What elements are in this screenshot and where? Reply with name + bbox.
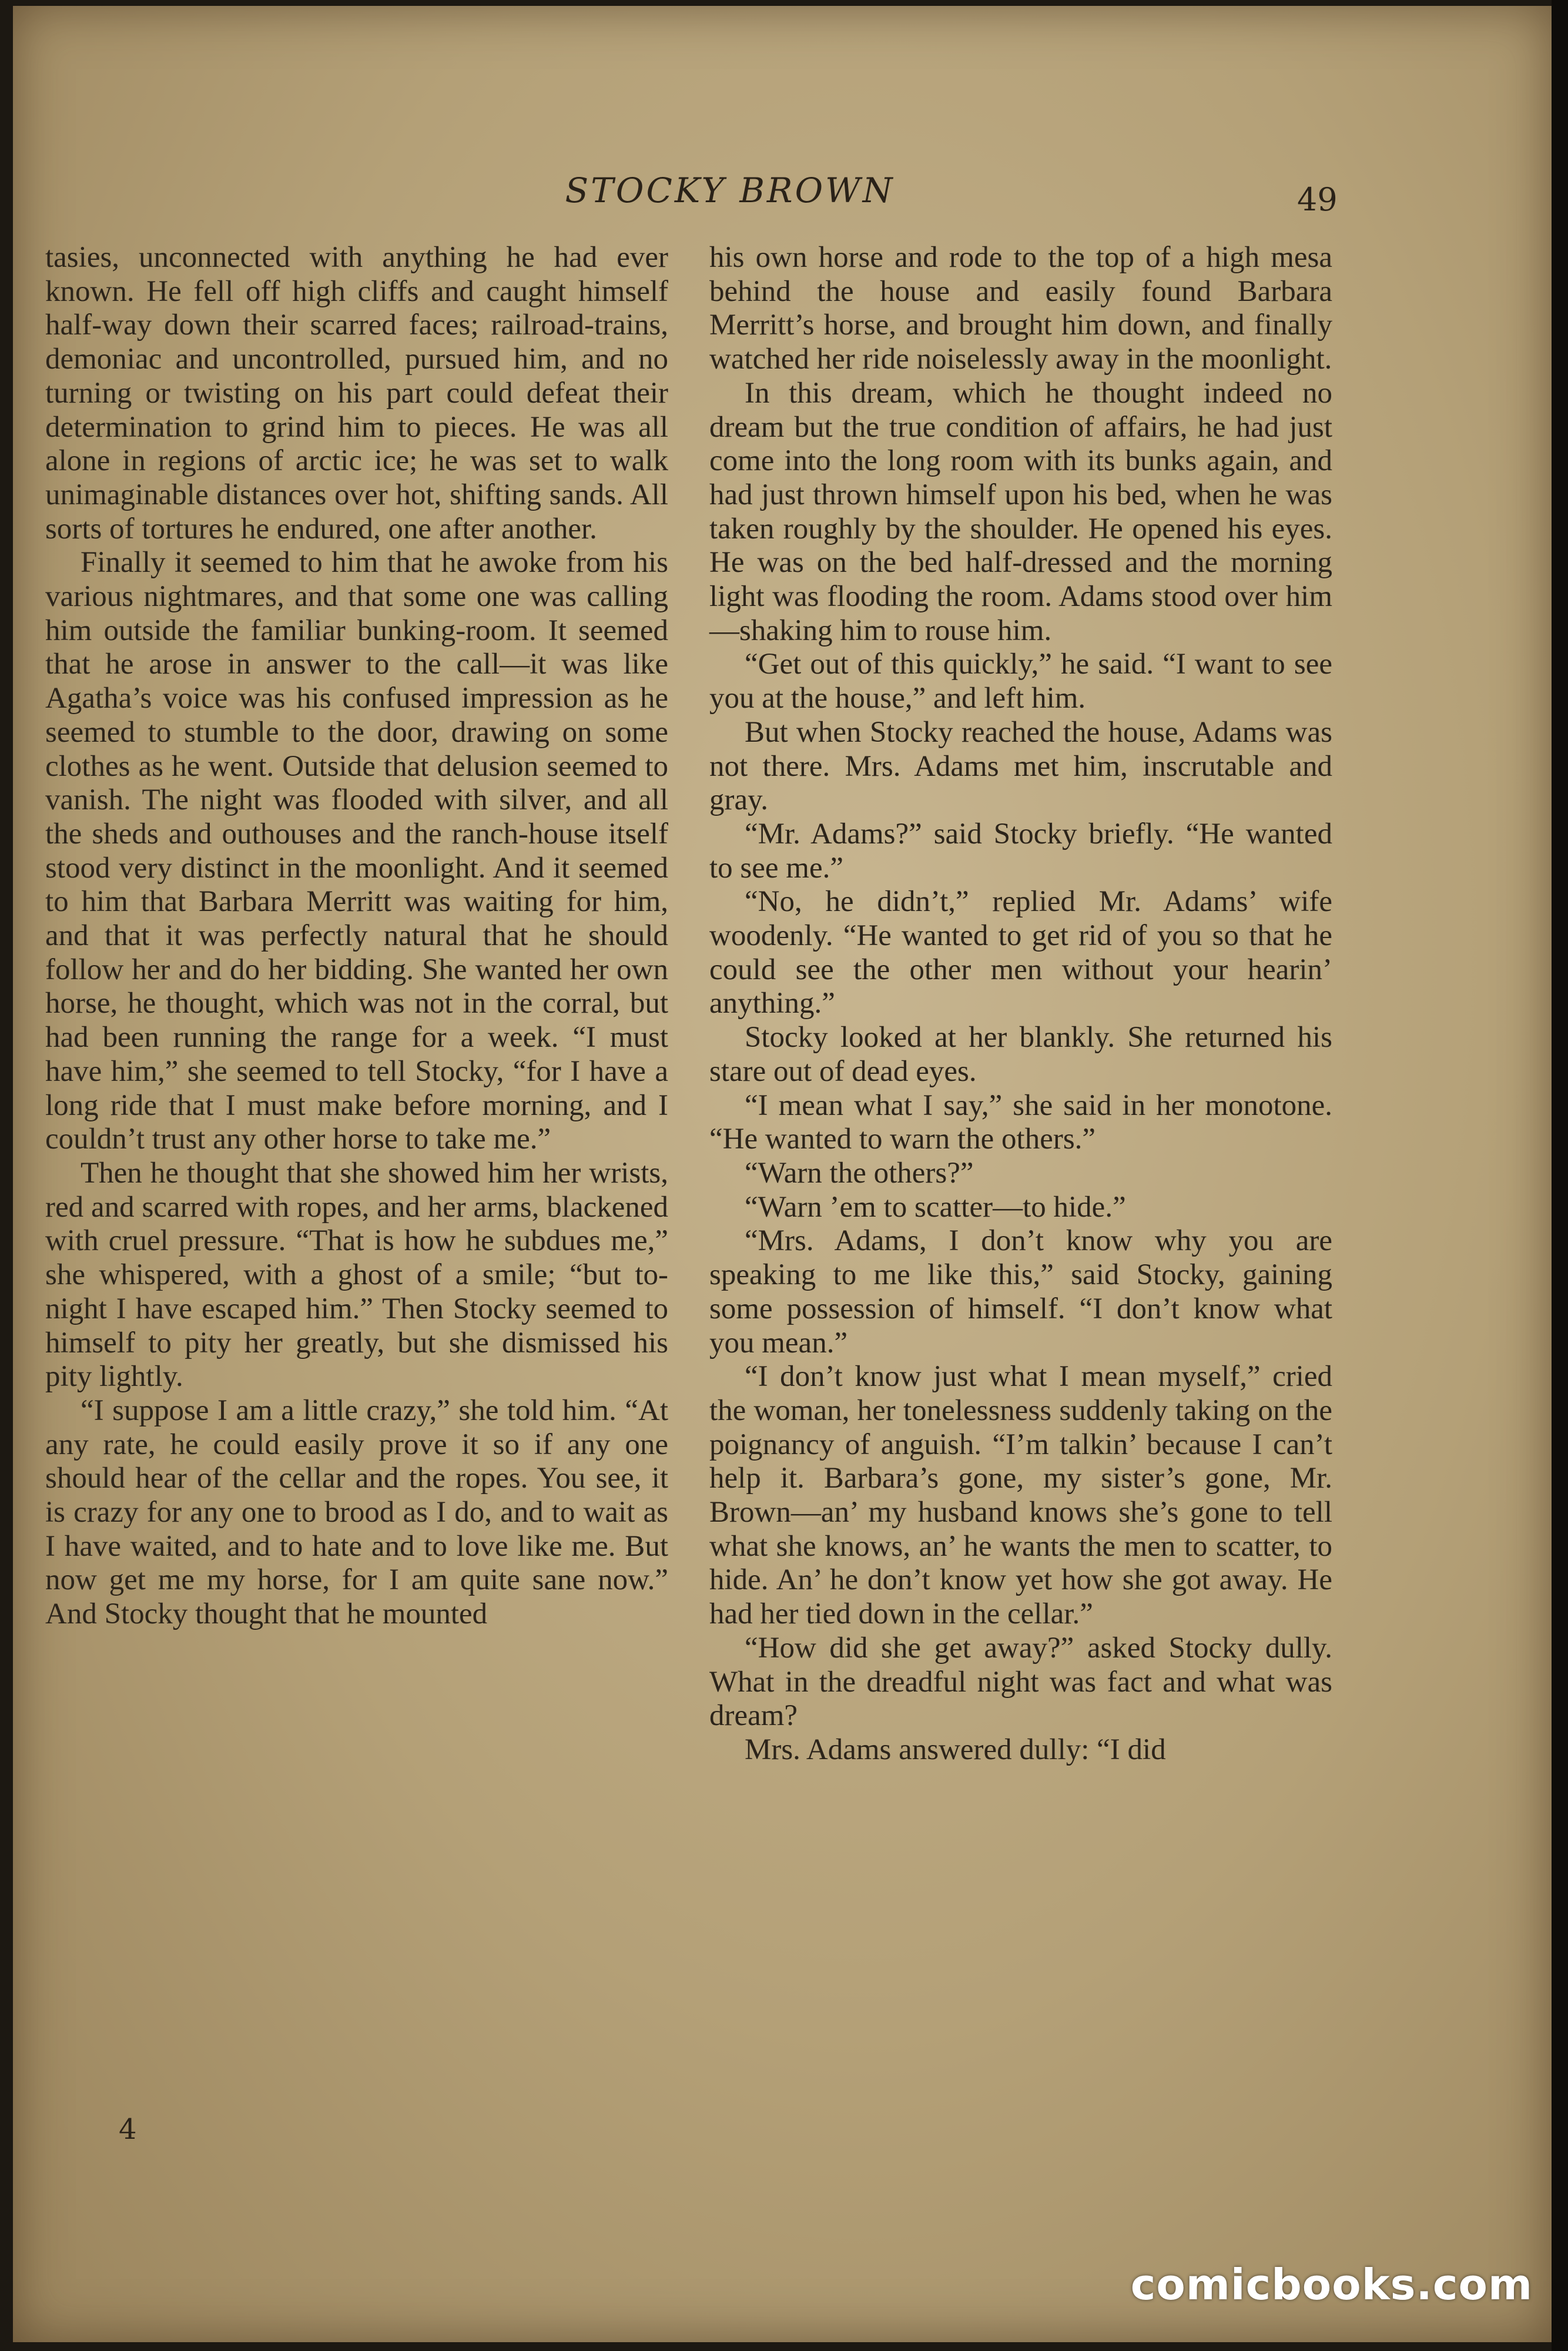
paragraph: “I mean what I say,” she said in her monotone. “He wanted to warn the others.”: [709, 1089, 1332, 1156]
paragraph: But when Stocky reached the house, Adams was not there. Mrs. Adams met him, inscrutable and gray.: [709, 715, 1332, 817]
paragraph: “I suppose I am a little crazy,” she told him. “At any rate, he could easily prove it so if any one should hear of the cellar and the ropes. You see, it is crazy for any one to brood as I do, and to wait as I have waited, and to hate and to love like me. But now get me my horse, for I am quite sane now.” And Stocky thought that he mounted: [45, 1394, 668, 1631]
paragraph: “How did she get away?” asked Stocky dully. What in the dreadful night was fact and what was dream?: [709, 1631, 1332, 1733]
running-title: STOCKY BROWN: [565, 170, 895, 210]
paragraph: Then he thought that she showed him her wrists, red and scarred with ropes, and her arms, blackened with cruel pressure. “That is how he subdues me,” she whispered, with a ghost of a smile; “but to-night I have escaped him.” Then Stocky seemed to himself to pity her greatly, but she dismissed his pity lightly.: [45, 1156, 668, 1394]
paragraph: “Warn the others?”: [745, 1156, 974, 1190]
paragraph: tasies, unconnected with anything he had ever known. He fell off high cliffs and caught himself half-way down their scarred faces; railroad-trains, demoniac and uncontrolled, pursued him, and no turning or twisting on his part could defeat their determination to grind him to pieces. He was all alone in regions of arctic ice; he was set to walk unimaginable distances over hot, shifting sands. All sorts of tortures he endured, one after another.: [45, 241, 668, 545]
right-text-column: [709, 241, 1332, 1767]
paragraph: “No, he didn’t,” replied Mr. Adams’ wife woodenly. “He wanted to get rid of you so that he could see the other men without your hearin’ anything.”: [709, 885, 1332, 1020]
paragraph: Finally it seemed to him that he awoke from his various nightmares, and that some one was calling him outside the familiar bunking-room. It seemed that he arose in answer to the call—it was like Agatha’s voice was his confused impression as he seemed to stumble to the door, drawing on some clothes as he went. Outside that delusion seemed to vanish. The night was flooded with silver, and all the sheds and outhouses and the ranch-house itself stood very distinct in the moonlight. And it seemed to him that Barbara Merritt was waiting for him, and that it was perfectly natural that he should follow her and do her bidding. She wanted her own horse, he thought, which was not in the corral, but had been running the range for a week. “I must have him,” she seemed to tell Stocky, “for I have a long ride that I must make before morning, and I couldn’t trust any other horse to take me.”: [45, 546, 668, 1156]
watermark-text: comicbooks.com: [1130, 2260, 1533, 2309]
paragraph: “Warn ’em to scatter—to hide.”: [745, 1190, 1126, 1224]
paragraph: In this dream, which he thought indeed no dream but the true condition of affairs, he had just come into the long room with its bunks again, and had just thrown himself upon his bed, when he was taken roughly by the shoulder. He opened his eyes. He was on the bed half-dressed and the morning light was flooding the room. Adams stood over him—shaking him to rouse him.: [709, 376, 1332, 647]
paragraph: “Mr. Adams?” said Stocky briefly. “He wanted to see me.”: [709, 817, 1332, 885]
page-number: 49: [1297, 181, 1338, 218]
paragraph: “I don’t know just what I mean myself,” cried the woman, her tonelessness suddenly taking on the poignancy of anguish. “I’m talkin’ because I can’t help it. Barbara’s gone, my sister’s gone, Mr. Brown—an’ my husband knows she’s gone to tell what she knows, an’ he wants the men to scatter, to hide. An’ he don’t know yet how she got away. He had her tied down in the cellar.”: [709, 1360, 1332, 1631]
binding-edge: [1552, 0, 1568, 2351]
paragraph: Mrs. Adams answered dully: “I did: [745, 1733, 1166, 1766]
magazine-page: [13, 6, 1552, 2342]
paragraph: his own horse and rode to the top of a high mesa behind the house and easily found Barbara Merritt’s horse, and brought him down, and finally watched her ride noiselessly away in the moonlight.: [709, 241, 1332, 376]
paragraph: “Get out of this quickly,” he said. “I want to see you at the house,” and left him.: [709, 648, 1332, 715]
signature-folio: 4: [119, 2113, 137, 2146]
paragraph: Stocky looked at her blankly. She returned his stare out of dead eyes.: [709, 1021, 1332, 1088]
left-text-column: [45, 241, 668, 1632]
paragraph: “Mrs. Adams, I don’t know why you are speaking to me like this,” said Stocky, gaining some possession of himself. “I don’t know what you mean.”: [709, 1224, 1332, 1359]
